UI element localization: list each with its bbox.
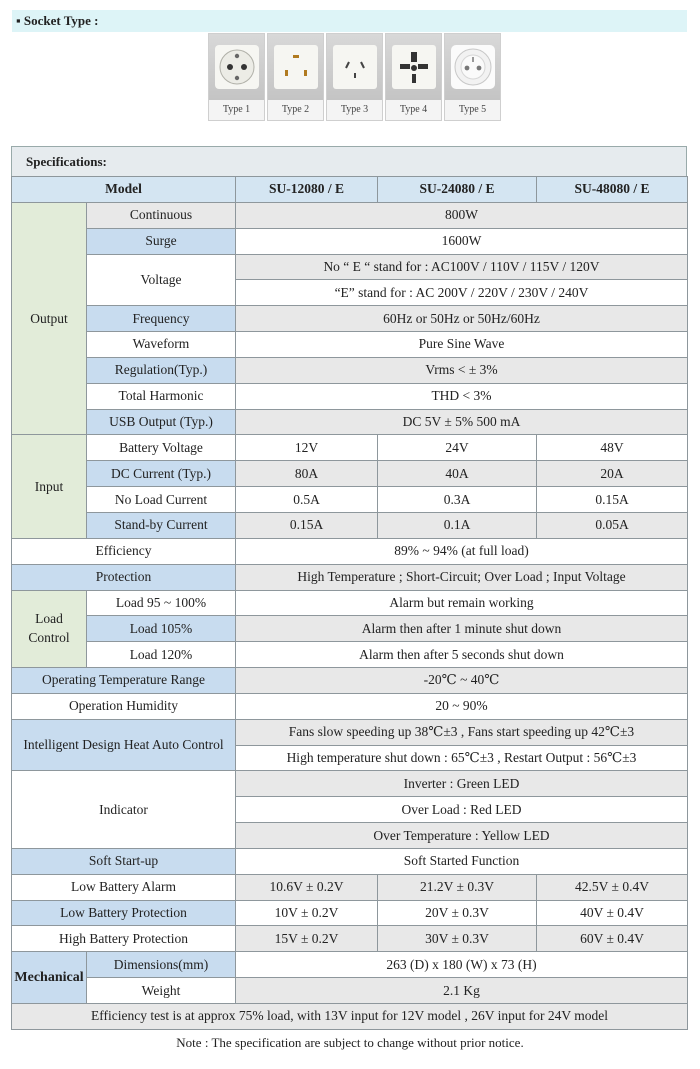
socket-type-1-image <box>209 34 264 100</box>
load-control-group-label: Load Control <box>12 590 87 668</box>
surge-value: 1600W <box>236 228 688 254</box>
socket-type-4 <box>385 33 442 121</box>
input-group-label: Input <box>12 435 87 538</box>
low-battery-alarm-3: 42.5V ± 0.4V <box>537 874 688 900</box>
table-row-no-load <box>12 487 688 513</box>
load-95-label: Load 95 ~ 100% <box>87 590 236 616</box>
dc-current-label: DC Current (Typ.) <box>87 461 236 487</box>
op-temp-label: Operating Temperature Range <box>12 668 236 694</box>
dimensions-label: Dimensions(mm) <box>87 952 236 978</box>
battery-voltage-2: 24V <box>378 435 537 461</box>
low-battery-protection-2: 20V ± 0.3V <box>378 900 537 926</box>
table-row-standby <box>12 512 688 538</box>
specifications-title: Specifications: <box>11 146 687 176</box>
standby-2: 0.1A <box>378 512 537 538</box>
no-load-3: 0.15A <box>537 487 688 513</box>
soft-start-value: Soft Started Function <box>236 848 688 874</box>
voltage-line-1: No “ E “ stand for : AC100V / 110V / 115V / 120V <box>236 254 688 280</box>
socket-type-5 <box>444 33 501 121</box>
no-load-1: 0.5A <box>236 487 378 513</box>
waveform-value: Pure Sine Wave <box>236 332 688 358</box>
model-2: SU-24080 / E <box>378 177 537 203</box>
dimensions-value: 263 (D) x 180 (W) x 73 (H) <box>236 952 688 978</box>
voltage-label: Voltage <box>87 254 236 306</box>
table-row-harmonic <box>12 383 688 409</box>
load-120-label: Load 120% <box>87 642 236 668</box>
table-row-load-105 <box>12 616 688 642</box>
usb-label: USB Output (Typ.) <box>87 409 236 435</box>
heat-control-line-2: High temperature shut down : 65℃±3 , Restart Output : 56℃±3 <box>236 745 688 771</box>
mechanical-group-label: Mechanical <box>12 952 87 1004</box>
table-row-efficiency <box>12 538 688 564</box>
load-120-value: Alarm then after 5 seconds shut down <box>236 642 688 668</box>
model-1: SU-12080 / E <box>236 177 378 203</box>
table-row-continuous <box>12 202 688 228</box>
op-temp-value: -20℃ ~ 40℃ <box>236 668 688 694</box>
continuous-label: Continuous <box>87 202 236 228</box>
regulation-label: Regulation(Typ.) <box>87 357 236 383</box>
low-battery-alarm-2: 21.2V ± 0.3V <box>378 874 537 900</box>
socket-type-2-image <box>268 34 323 100</box>
dc-current-2: 40A <box>378 461 537 487</box>
load-105-value: Alarm then after 1 minute shut down <box>236 616 688 642</box>
standby-3: 0.05A <box>537 512 688 538</box>
socket-type-5-image <box>445 34 500 100</box>
low-battery-alarm-label: Low Battery Alarm <box>12 874 236 900</box>
battery-voltage-3: 48V <box>537 435 688 461</box>
surge-label: Surge <box>87 228 236 254</box>
standby-label: Stand-by Current <box>87 512 236 538</box>
table-row-load-120 <box>12 642 688 668</box>
dc-current-3: 20A <box>537 461 688 487</box>
indicator-label: Indicator <box>12 771 236 849</box>
output-group-label: Output <box>12 202 87 435</box>
indicator-line-3: Over Temperature : Yellow LED <box>236 823 688 849</box>
efficiency-value: 89% ~ 94% (at full load) <box>236 538 688 564</box>
table-row-low-battery-alarm <box>12 874 688 900</box>
model-label: Model <box>12 177 236 203</box>
high-battery-protection-2: 30V ± 0.3V <box>378 926 537 952</box>
socket-type-3 <box>326 33 383 121</box>
table-row-dimensions <box>12 952 688 978</box>
voltage-line-2: “E” stand for : AC 200V / 220V / 230V / 240V <box>236 280 688 306</box>
weight-label: Weight <box>87 978 236 1004</box>
high-battery-protection-label: High Battery Protection <box>12 926 236 952</box>
specifications-table <box>11 176 688 1030</box>
table-row-dc-current <box>12 461 688 487</box>
frequency-value: 60Hz or 50Hz or 50Hz/60Hz <box>236 306 688 332</box>
indicator-line-2: Over Load : Red LED <box>236 797 688 823</box>
harmonic-label: Total Harmonic <box>87 383 236 409</box>
table-row-op-humidity <box>12 693 688 719</box>
weight-value: 2.1 Kg <box>236 978 688 1004</box>
harmonic-value: THD < 3% <box>236 383 688 409</box>
op-humidity-label: Operation Humidity <box>12 693 236 719</box>
table-row-soft-start <box>12 848 688 874</box>
table-row-voltage-1 <box>12 254 688 280</box>
table-row-usb <box>12 409 688 435</box>
table-row-footer <box>12 1004 688 1030</box>
table-row-high-battery-protection <box>12 926 688 952</box>
low-battery-protection-label: Low Battery Protection <box>12 900 236 926</box>
protection-label: Protection <box>12 564 236 590</box>
socket-type-gallery <box>208 33 501 123</box>
table-row-weight <box>12 978 688 1004</box>
indicator-line-1: Inverter : Green LED <box>236 771 688 797</box>
low-battery-protection-1: 10V ± 0.2V <box>236 900 378 926</box>
high-battery-protection-1: 15V ± 0.2V <box>236 926 378 952</box>
protection-value: High Temperature ; Short-Circuit; Over Load ; Input Voltage <box>236 564 688 590</box>
table-row-surge <box>12 228 688 254</box>
socket-type-4-caption: Type 4 <box>399 104 428 115</box>
table-row-regulation <box>12 357 688 383</box>
socket-type-2-caption: Type 2 <box>281 104 310 115</box>
regulation-value: Vrms < ± 3% <box>236 357 688 383</box>
socket-type-1-caption: Type 1 <box>222 104 251 115</box>
heat-control-label: Intelligent Design Heat Auto Control <box>12 719 236 771</box>
op-humidity-value: 20 ~ 90% <box>236 693 688 719</box>
dc-current-1: 80A <box>236 461 378 487</box>
high-battery-protection-3: 60V ± 0.4V <box>537 926 688 952</box>
table-row-op-temp <box>12 668 688 694</box>
notice-text: Note : The specification are subject to change without prior notice. <box>176 1035 524 1050</box>
standby-1: 0.15A <box>236 512 378 538</box>
table-row-battery-voltage <box>12 435 688 461</box>
socket-type-1 <box>208 33 265 121</box>
table-row-model <box>12 177 688 203</box>
specifications-panel <box>11 146 687 1030</box>
usb-value: DC 5V ± 5% 500 mA <box>236 409 688 435</box>
frequency-label: Frequency <box>87 306 236 332</box>
low-battery-protection-3: 40V ± 0.4V <box>537 900 688 926</box>
efficiency-label: Efficiency <box>12 538 236 564</box>
heat-control-line-1: Fans slow speeding up 38℃±3 , Fans start speeding up 42℃±3 <box>236 719 688 745</box>
efficiency-footnote: Efficiency test is at approx 75% load, with 13V input for 12V model , 26V input for 24V model <box>12 1004 688 1030</box>
soft-start-label: Soft Start-up <box>12 848 236 874</box>
battery-voltage-1: 12V <box>236 435 378 461</box>
low-battery-alarm-1: 10.6V ± 0.2V <box>236 874 378 900</box>
waveform-label: Waveform <box>87 332 236 358</box>
socket-type-5-caption: Type 5 <box>458 104 487 115</box>
table-row-heat-1 <box>12 719 688 745</box>
battery-voltage-label: Battery Voltage <box>87 435 236 461</box>
socket-type-3-image <box>327 34 382 100</box>
socket-type-heading: ▪ Socket Type : <box>12 10 687 32</box>
table-row-indicator-1 <box>12 771 688 797</box>
socket-type-2 <box>267 33 324 121</box>
load-95-value: Alarm but remain working <box>236 590 688 616</box>
table-row-waveform <box>12 332 688 358</box>
table-row-load-95 <box>12 590 688 616</box>
continuous-value: 800W <box>236 202 688 228</box>
table-row-protection <box>12 564 688 590</box>
load-105-label: Load 105% <box>87 616 236 642</box>
no-load-label: No Load Current <box>87 487 236 513</box>
socket-type-3-caption: Type 3 <box>340 104 369 115</box>
no-load-2: 0.3A <box>378 487 537 513</box>
table-row-frequency <box>12 306 688 332</box>
socket-type-4-image <box>386 34 441 100</box>
model-3: SU-48080 / E <box>537 177 688 203</box>
table-row-low-battery-protection <box>12 900 688 926</box>
